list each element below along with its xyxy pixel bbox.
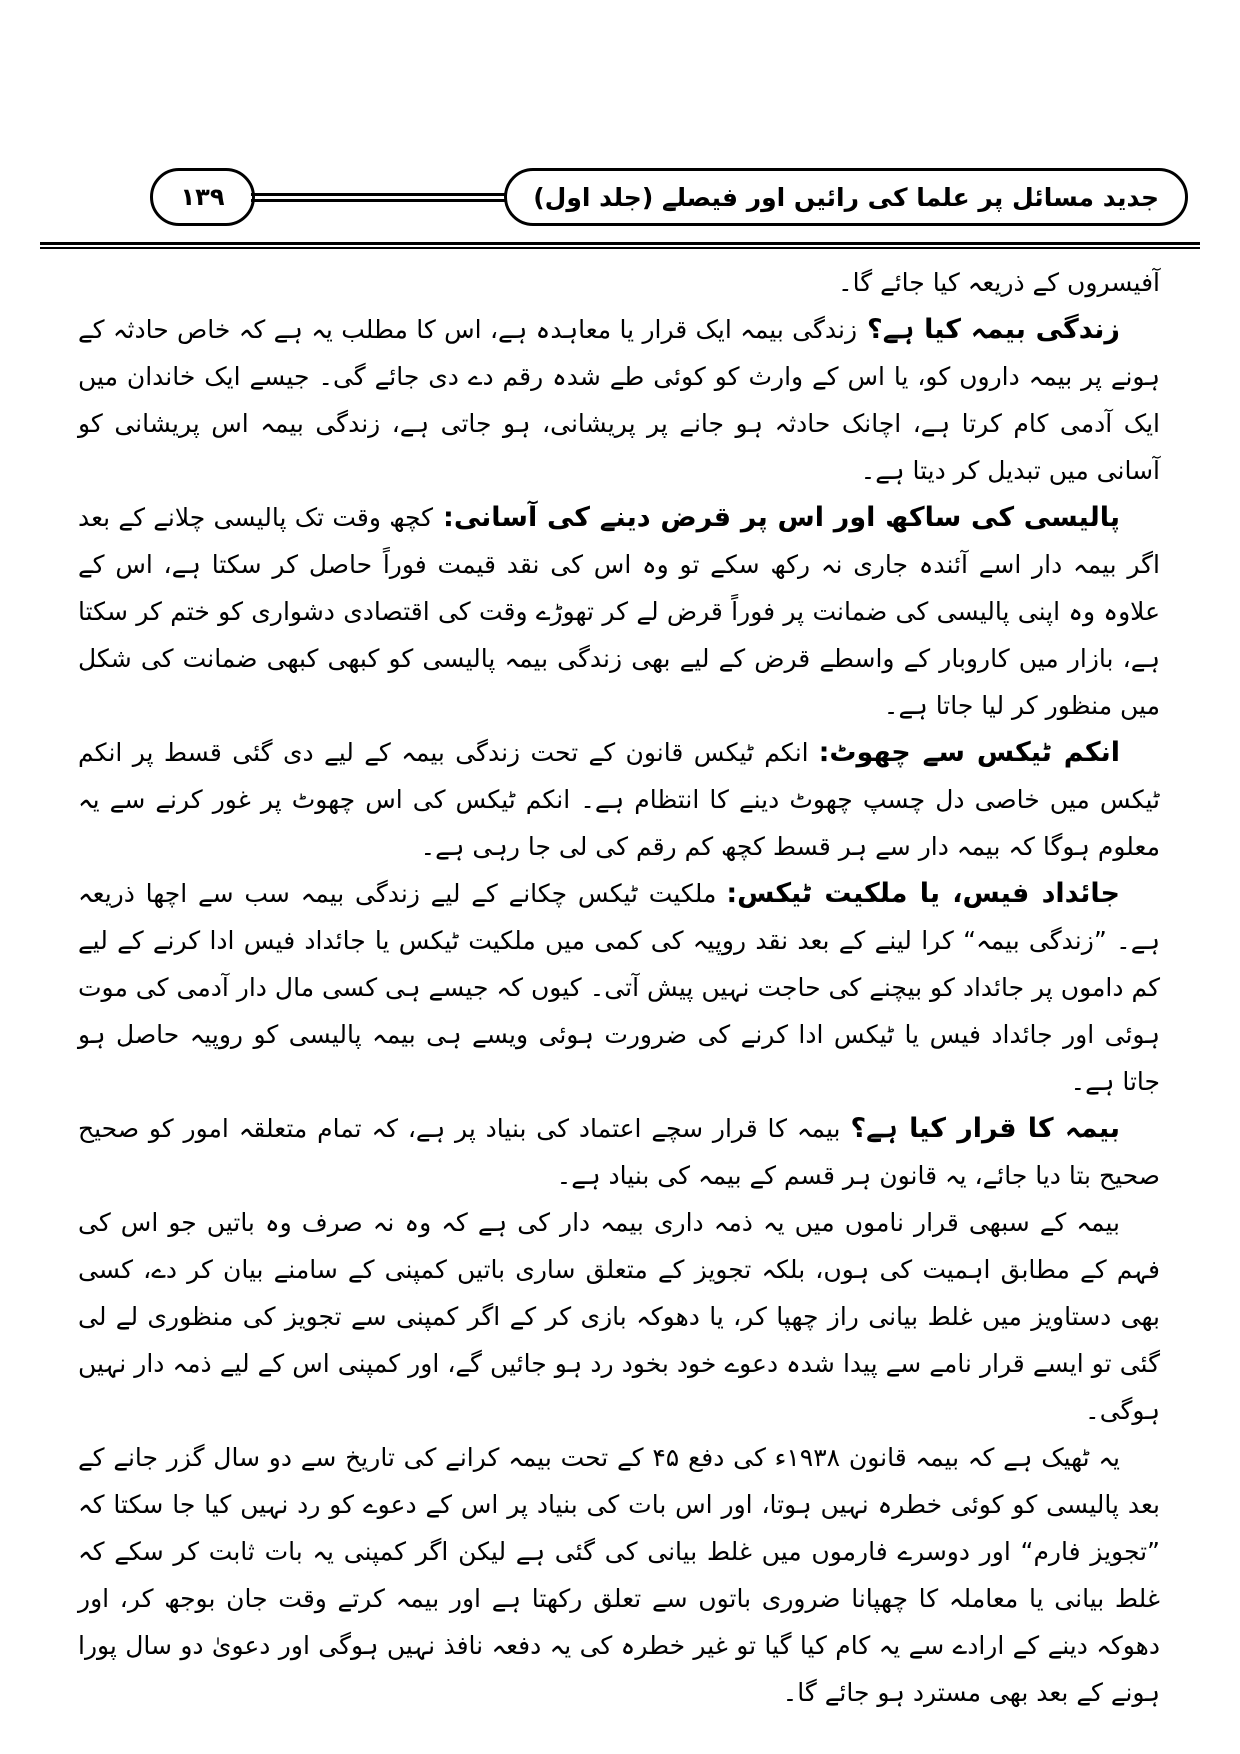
- book-title: جدید مسائل پر علما کی رائیں اور فیصلے (جلد اول): [533, 182, 1159, 212]
- section-text: کچھ وقت تک پالیسی چلانے کے بعد اگر بیمہ دار اسے آئندہ جاری نہ رکھ سکے تو وہ اس کی نقد قیمت فوراً حاصل کر سکتا ہے، اس کے علاوہ وہ اپنی پالیسی کی ضمانت پر فوراً قرض لے کر تھوڑے وقت کی اقتصادی دشواری کو ختم کر سکتا ہے، بازار میں کاروبار کے واسطے قرض کے لیے بھی زندگی بیمہ پالیسی کو کبھی کبھی ضمانت کی شکل میں منظور کر لیا جاتا ہے۔: [78, 503, 1160, 720]
- section-heading: بیمہ کا قرار کیا ہے؟: [850, 1113, 1120, 1144]
- page-number: ۱۳۹: [180, 183, 225, 211]
- section-heading: زندگی بیمہ کیا ہے؟: [867, 314, 1120, 345]
- page-header: [150, 168, 1188, 226]
- section-policy-credit-loan: [78, 494, 1160, 729]
- page-number-badge: [150, 168, 255, 226]
- section-text: زندگی بیمہ ایک قرار یا معاہدہ ہے، اس کا مطلب یہ ہے کہ خاص حادثہ کے ہونے پر بیمہ داروں کو، یا اس کے وارث کو کوئی طے شدہ رقم دے دی جائے گی۔ جیسے ایک خاندان میں ایک آدمی کام کرتا ہے، اچانک حادثہ ہو جانے پر پریشانی، ہو جاتی ہے، زندگی بیمہ اس پریشانی کو آسانی میں تبدیل کر دیتا ہے۔: [78, 315, 1160, 485]
- paragraph-insurance-act-1938: یہ ٹھیک ہے کہ بیمہ قانون ۱۹۳۸ء کی دفع ۴۵ کے تحت بیمہ کرانے کی تاریخ سے دو سال گزر جانے کے بعد پالیسی کو کوئی خطرہ نہیں ہوتا، اور اس بات کی بنیاد پر اس کے دعوے کو رد نہیں کیا جا سکتا کہ ”تجویز فارم“ اور دوسرے فارموں میں غلط بیانی کی گئی ہے لیکن اگر کمپنی یہ بات ثابت کر سکے کہ غلط بیانی یا معاملہ کا چھپانا ضروری باتوں سے تعلق رکھتا ہے اور بیمہ کرتے وقت جان بوجھ کر، اور دھوکہ دینے کے ارادے سے یہ کام کیا گیا تو غیر خطرہ کی یہ دفعہ نافذ نہیں ہوگی اور دعویٰ دو سال پورا ہونے کے بعد بھی مسترد ہو جائے گا۔: [78, 1443, 1160, 1707]
- document-body: [78, 259, 1160, 1716]
- book-title-badge: [504, 168, 1188, 226]
- section-text: انکم ٹیکس قانون کے تحت زندگی بیمہ کے لیے دی گئی قسط پر انکم ٹیکس میں خاصی دل چسپ چھوٹ دینے کا انتظام ہے۔ انکم ٹیکس کی اس چھوٹ پر غور کرنے سے یہ معلوم ہوگا کہ بیمہ دار سے ہر قسط کچھ کم رقم کی لی جا رہی ہے۔: [78, 738, 1160, 861]
- section-heading: پالیسی کی ساکھ اور اس پر قرض دینے کی آسانی:: [443, 502, 1120, 533]
- section-insurance-contract: [78, 1105, 1160, 1199]
- paragraph-disclosure-duty: بیمہ کے سبھی قرار ناموں میں یہ ذمہ داری بیمہ دار کی ہے کہ وہ نہ صرف وہ باتیں جو اس کی فہم کے مطابق اہمیت کی ہوں، بلکہ تجویز کے متعلق ساری باتیں کمپنی کے سامنے بیان کر دے، کسی بھی دستاویز میں غلط بیانی راز چھپا کر، یا دھوکہ بازی کر کے اگر کمپنی سے تجویز کی منظوری لے لی گئی تو ایسے قرار نامے سے پیدا شدہ دعوے خود بخود رد ہو جائیں گے، اور کمپنی اس کے لیے ذمہ دار نہیں ہوگی۔: [78, 1208, 1160, 1425]
- header-rule: [40, 242, 1200, 249]
- section-text: ملکیت ٹیکس چکانے کے لیے زندگی بیمہ سب سے اچھا ذریعہ ہے۔ ”زندگی بیمہ“ کرا لینے کے بعد نقد روپیہ کی کمی میں ملکیت ٹیکس یا جائداد فیس ادا کرنے کے لیے کم داموں پر جائداد کو بیچنے کی حاجت نہیں پیش آتی۔ کیوں کہ جیسے ہی کسی مال دار آدمی کی موت ہوئی اور جائداد فیس یا ٹیکس ادا کرنے کی ضرورت ہوئی ویسے ہی بیمہ پالیسی کو روپیہ حاصل ہو جاتا ہے۔: [78, 879, 1160, 1096]
- section-life-insurance: [78, 306, 1160, 494]
- opening-line: آفیسروں کے ذریعہ کیا جائے گا۔: [837, 268, 1160, 297]
- section-property-tax: [78, 870, 1160, 1105]
- header-double-line: [251, 193, 508, 202]
- section-heading: انکم ٹیکس سے چھوٹ:: [818, 737, 1120, 768]
- section-text: بیمہ کا قرار سچے اعتماد کی بنیاد پر ہے، کہ تمام متعلقہ امور کو صحیح صحیح بتا دیا جائے، یہ قانون ہر قسم کے بیمہ کی بنیاد ہے۔: [78, 1114, 1160, 1190]
- section-income-tax-exemption: [78, 729, 1160, 870]
- section-heading: جائداد فیس، یا ملکیت ٹیکس:: [726, 878, 1121, 909]
